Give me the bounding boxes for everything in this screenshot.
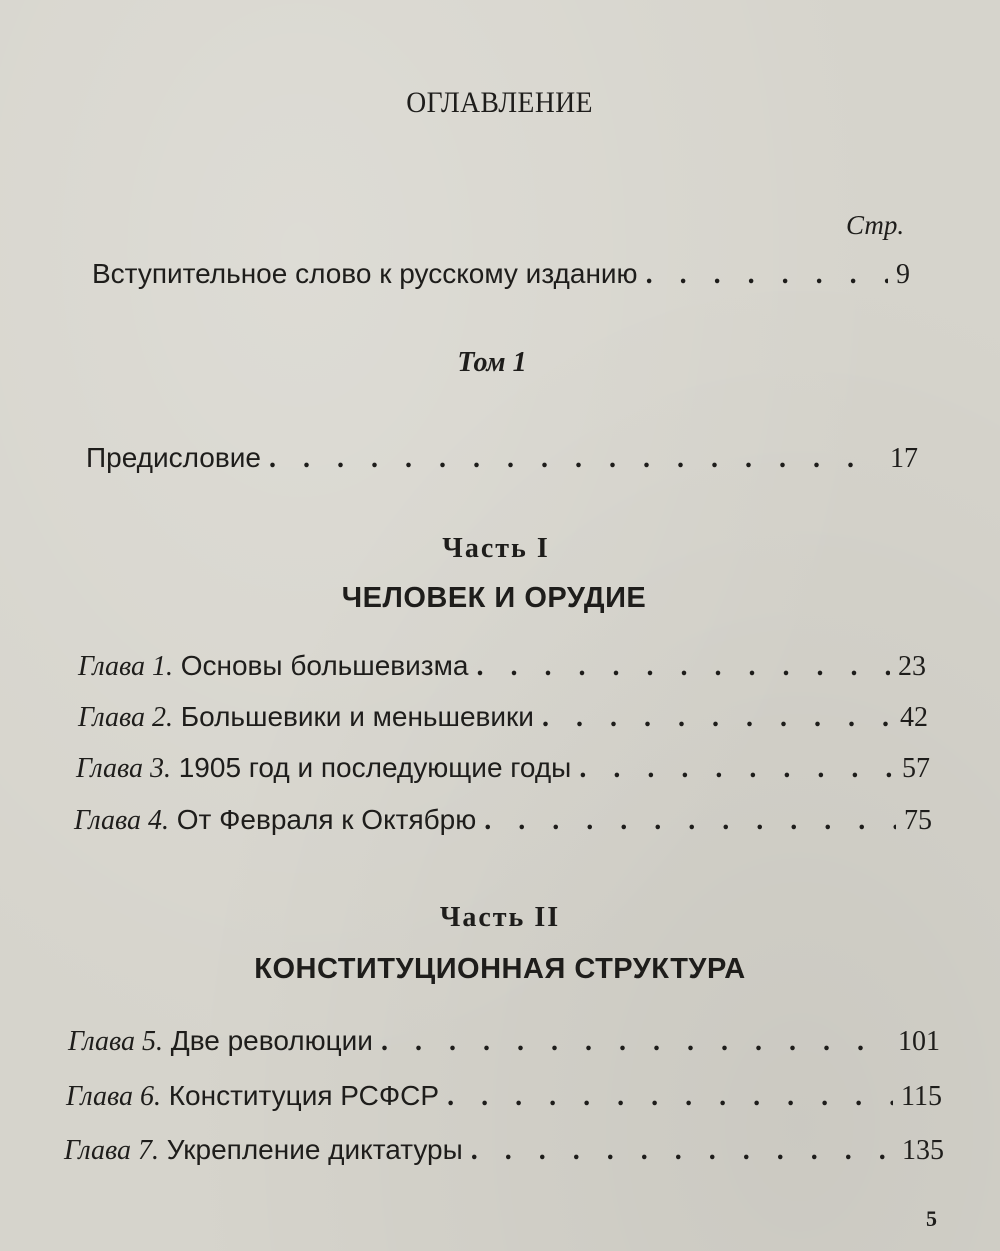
toc-entry-label (74, 804, 476, 837)
dot-leader (471, 1135, 894, 1167)
chapter-title: Укрепление диктатуры (166, 1134, 463, 1165)
dot-leader (542, 702, 892, 734)
toc-entry-page: 42 (900, 702, 928, 733)
toc-entry-page: 57 (902, 753, 930, 784)
volume-heading: Том 1 (457, 347, 527, 378)
toc-entry-chapter-4 (74, 804, 932, 837)
chapter-prefix: Глава 5. (68, 1026, 163, 1057)
toc-entry-label (78, 650, 468, 683)
toc-entry-chapter-6 (66, 1080, 942, 1113)
toc-entry-label (64, 1134, 463, 1167)
toc-entry-chapter-2 (78, 701, 928, 734)
toc-entry-chapter-3 (76, 752, 930, 785)
chapter-prefix: Глава 3. (76, 753, 171, 784)
toc-entry-page: 9 (896, 259, 910, 290)
toc-entry-page: 135 (902, 1135, 944, 1166)
toc-entry-chapter-1 (78, 650, 926, 683)
toc-entry-label (66, 1080, 439, 1113)
dot-leader (269, 443, 882, 475)
toc-entry-label (78, 701, 534, 734)
chapter-prefix: Глава 6. (66, 1081, 161, 1112)
chapter-title: Конституция РСФСР (168, 1080, 440, 1111)
toc-entry-preface (86, 442, 918, 475)
toc-entry-page: 101 (898, 1026, 940, 1057)
toc-entry-page: 17 (890, 443, 918, 474)
part-number: Часть II (439, 902, 561, 933)
chapter-title: 1905 год и последующие годы (178, 752, 572, 783)
chapter-title: Основы большевизма (180, 650, 469, 681)
toc-entry-label (68, 1025, 373, 1058)
chapter-prefix: Глава 2. (78, 702, 173, 733)
page-column-label: Стр. (846, 210, 905, 240)
chapter-title: От Февраля к Октябрю (176, 804, 477, 835)
page-title: ОГЛАВЛЕНИЕ (406, 86, 593, 119)
toc-entry-chapter-5 (68, 1025, 940, 1058)
dot-leader (484, 805, 896, 837)
toc-entry-page: 75 (904, 805, 932, 836)
dot-leader (447, 1081, 893, 1113)
dot-leader (579, 753, 894, 785)
toc-entry-page: 23 (898, 651, 926, 682)
chapter-prefix: Глава 4. (74, 805, 169, 836)
toc-entry-label (76, 752, 571, 785)
toc-entry-page: 115 (901, 1081, 942, 1112)
part-number: Часть I (442, 533, 550, 564)
toc-entry-chapter-7 (64, 1134, 944, 1167)
page-number: 5 (926, 1206, 937, 1231)
toc-entry-label: Предисловие (86, 442, 261, 473)
chapter-title: Большевики и меньшевики (180, 701, 534, 732)
chapter-prefix: Глава 7. (64, 1135, 159, 1166)
dot-leader (381, 1026, 890, 1058)
toc-entry-label: Вступительное слово к русскому изданию (92, 258, 638, 289)
dot-leader (476, 651, 890, 683)
part-title: ЧЕЛОВЕК И ОРУДИЕ (341, 582, 647, 614)
dot-leader (646, 259, 888, 291)
chapter-title: Две революции (170, 1025, 373, 1056)
chapter-prefix: Глава 1. (78, 651, 173, 682)
part-title: КОНСТИТУЦИОННАЯ СТРУКТУРА (254, 953, 746, 985)
toc-entry-intro (92, 258, 910, 291)
